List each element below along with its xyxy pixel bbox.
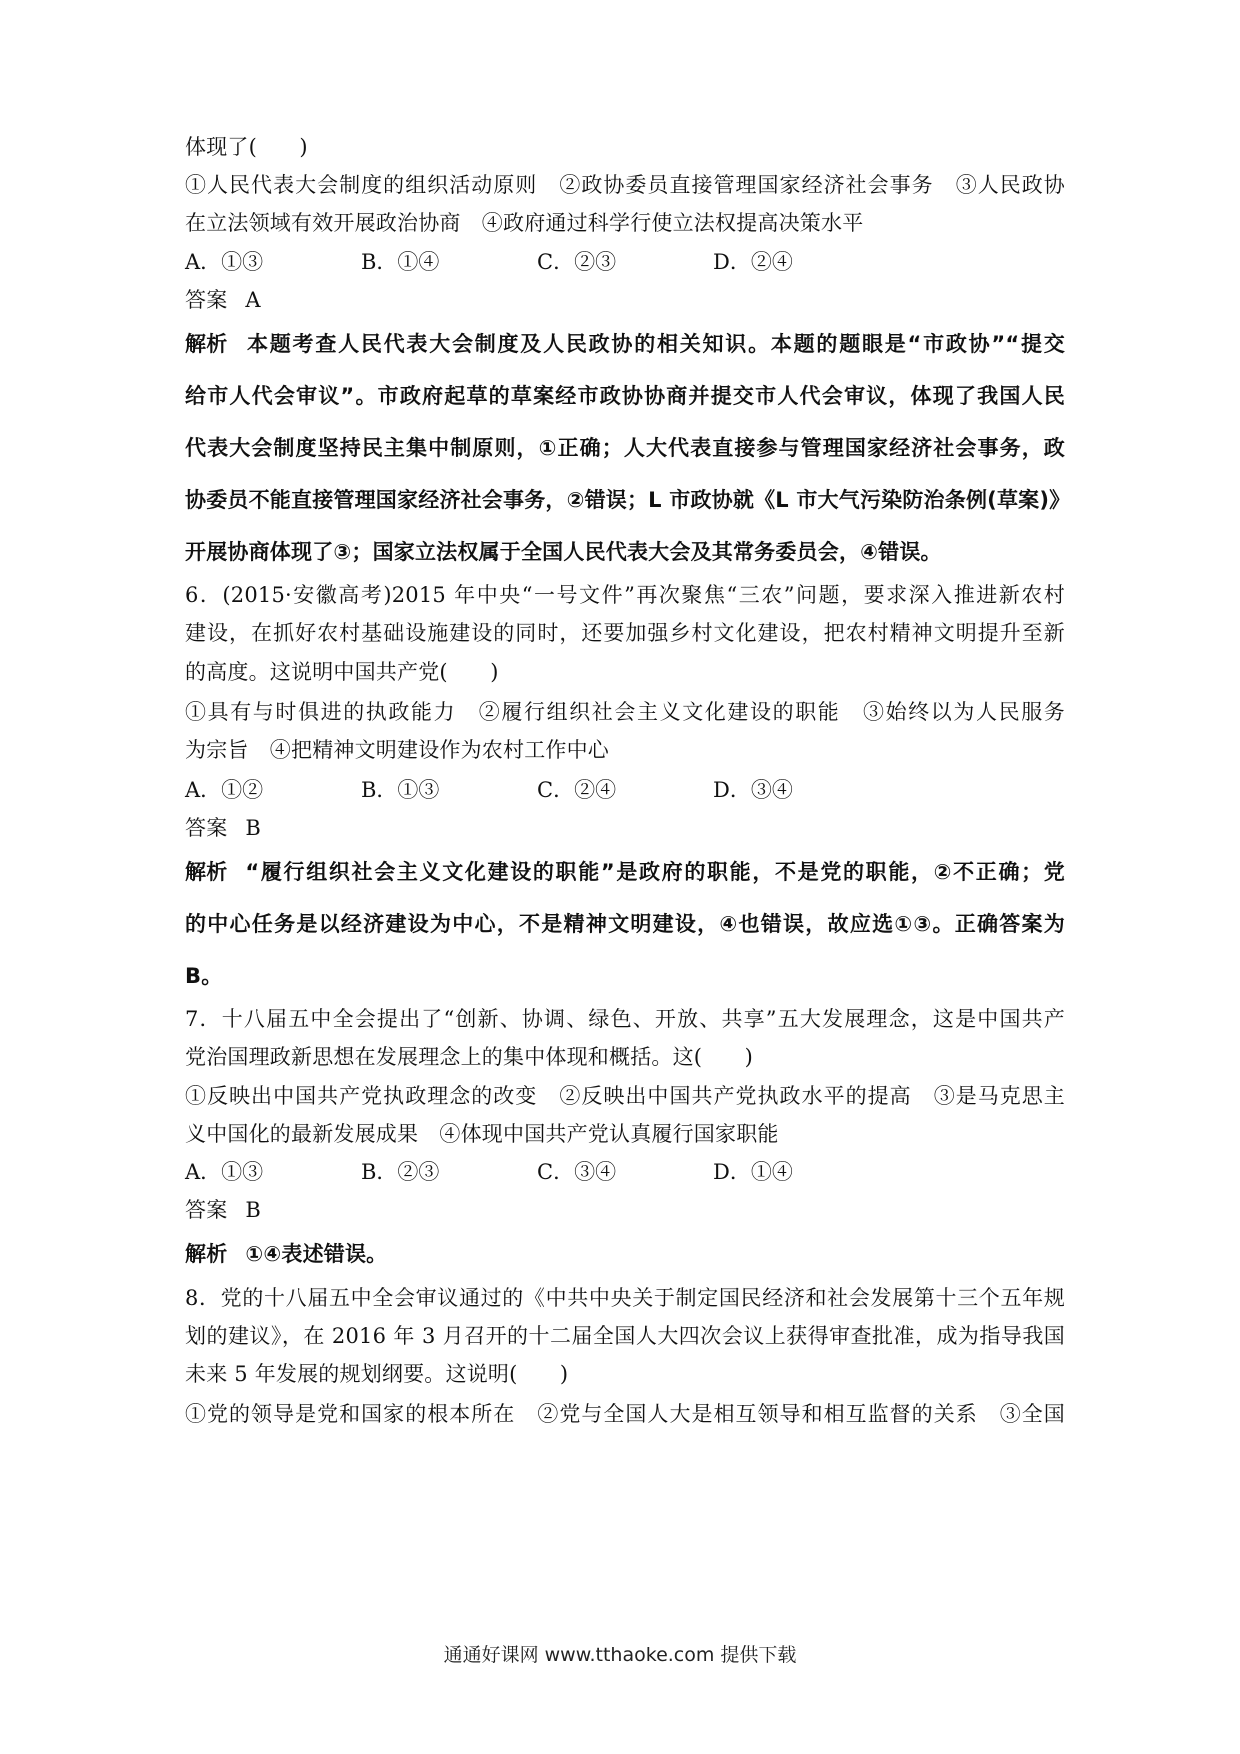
- q8-option-line-1: ①党的领导是党和国家的根本所在 ②党与全国人大是相互领导和相互监督的关系 ③全国: [185, 1402, 1065, 1426]
- q5-analysis-line-1: [185, 330, 1065, 358]
- q6-option-line-1: ①具有与时俱进的执政能力 ②履行组织社会主义文化建设的职能 ③始终以为人民服务: [185, 700, 1065, 724]
- q7-stem-line-1: 7．十八届五中全会提出了“创新、协调、绿色、开放、共享”五大发展理念，这是中国共产: [185, 1007, 1065, 1031]
- q7-choice-d: D．①④: [713, 1160, 793, 1184]
- q5-analysis-line-4: 协委员不能直接管理国家经济社会事务，②错误；L 市政协就《L 市大气污染防治条例(草案)》: [185, 488, 1071, 512]
- q5-choice-d: D．②④: [713, 250, 793, 274]
- answer-value: B: [245, 816, 262, 840]
- q5-option-line-1: ①人民代表大会制度的组织活动原则 ②政协委员直接管理国家经济社会事务 ③人民政协: [185, 173, 1065, 197]
- answer-label: 答案: [185, 816, 228, 840]
- q5-choice-a: A．①③: [185, 250, 264, 274]
- analysis-text: ①④表述错误。: [245, 1242, 388, 1266]
- q6-choice-b: B．①③: [361, 778, 440, 802]
- answer-label: 答案: [185, 288, 228, 312]
- q5-analysis-line-2: 给市人代会审议”。市政府起草的草案经市政协协商并提交市人代会审议，体现了我国人民: [185, 384, 1065, 408]
- q8-stem-line-1: 8．党的十八届五中全会审议通过的《中共中央关于制定国民经济和社会发展第十三个五年规: [185, 1286, 1065, 1310]
- analysis-label: 解析: [185, 1242, 228, 1266]
- q5-analysis-line-5: 开展协商体现了③；国家立法权属于全国人民代表大会及其常务委员会，④错误。: [185, 540, 942, 564]
- q5-choice-c: C．②③: [537, 250, 617, 274]
- q7-choice-b: B．②③: [361, 1160, 440, 1184]
- q6-stem-line-2: 建设，在抓好农村基础设施建设的同时，还要加强乡村文化建设，把农村精神文明提升至新: [185, 621, 1065, 645]
- q7-choice-c: C．③④: [537, 1160, 617, 1184]
- q5-analysis-line-3: 代表大会制度坚持民主集中制原则，①正确；人大代表直接参与管理国家经济社会事务，政: [185, 436, 1065, 460]
- q8-stem-line-2: 划的建议》，在 2016 年 3 月召开的十二届全国人大四次会议上获得审查批准，成为指导我国: [185, 1324, 1065, 1348]
- q6-choice-a: A．①②: [185, 778, 264, 802]
- q6-option-line-2: 为宗旨 ④把精神文明建设作为农村工作中心: [185, 738, 609, 762]
- q6-stem-line-1: 6．(2015·安徽高考)2015 年中央“一号文件”再次聚焦“三农”问题，要求深入推进新农村: [185, 583, 1065, 607]
- page-footer: 通通好课网 www.tthaoke.com 提供下载: [443, 1644, 797, 1666]
- q7-choice-a: A．①③: [185, 1160, 264, 1184]
- answer-label: 答案: [185, 1198, 228, 1222]
- answer-value: B: [245, 1198, 262, 1222]
- q6-analysis-line-3: B。: [185, 964, 223, 988]
- analysis-label: 解析: [185, 332, 228, 356]
- q7-analysis: [185, 1240, 1065, 1268]
- q5-answer: [185, 286, 1065, 314]
- q7-answer: [185, 1196, 1065, 1224]
- analysis-label: 解析: [185, 860, 228, 884]
- q6-answer: [185, 814, 1065, 842]
- q5-stem-tail: 体现了( ): [185, 135, 308, 159]
- analysis-text: “履行组织社会主义文化建设的职能”是政府的职能，不是党的职能，②不正确；党: [245, 860, 1065, 884]
- q7-option-line-2: 义中国化的最新发展成果 ④体现中国共产党认真履行国家职能: [185, 1122, 779, 1146]
- q6-analysis-line-2: 的中心任务是以经济建设为中心，不是精神文明建设，④也错误，故应选①③。正确答案为: [185, 912, 1065, 936]
- analysis-text: 本题考查人民代表大会制度及人民政协的相关知识。本题的题眼是“市政协”“提交: [245, 332, 1065, 356]
- q8-stem-line-3: 未来 5 年发展的规划纲要。这说明( ): [185, 1362, 569, 1386]
- q6-choice-d: D．③④: [713, 778, 793, 802]
- q6-stem-line-3: 的高度。这说明中国共产党( ): [185, 660, 499, 684]
- q7-stem-line-2: 党治国理政新思想在发展理念上的集中体现和概括。这( ): [185, 1045, 753, 1069]
- q6-analysis-line-1: [185, 858, 1065, 886]
- q5-choice-b: B．①④: [361, 250, 440, 274]
- q5-option-line-2: 在立法领域有效开展政治协商 ④政府通过科学行使立法权提高决策水平: [185, 211, 864, 235]
- q7-option-line-1: ①反映出中国共产党执政理念的改变 ②反映出中国共产党执政水平的提高 ③是马克思主: [185, 1084, 1065, 1108]
- answer-value: A: [245, 288, 261, 312]
- q6-choice-c: C．②④: [537, 778, 617, 802]
